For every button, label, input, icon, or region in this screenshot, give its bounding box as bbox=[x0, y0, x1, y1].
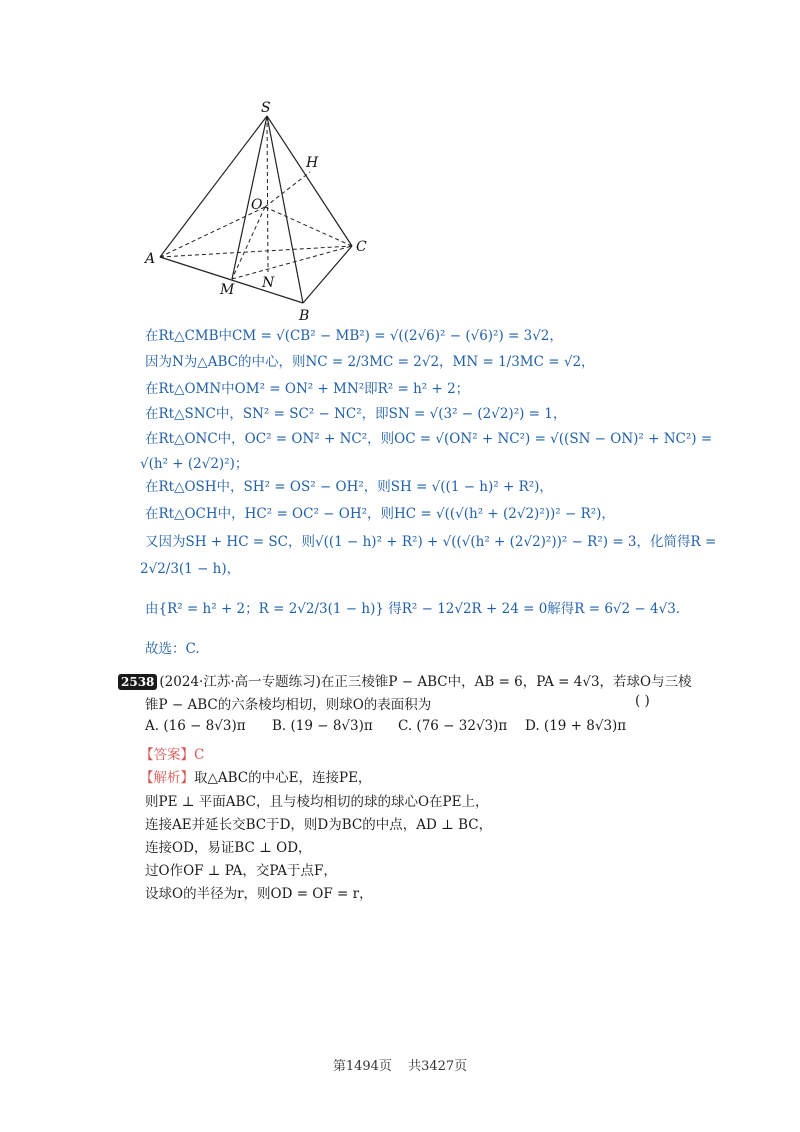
solution-line-6: √(h² + (2√2)²)； bbox=[140, 456, 249, 472]
edge-AC bbox=[160, 246, 352, 257]
label-H: H bbox=[306, 155, 319, 171]
solution-line-8: 在Rt△OCH中，HC² = OC² − OH²，则HC = √((√(h² + (2√2)²))² − R²)， bbox=[145, 506, 615, 522]
solution-line-5: 在Rt△ONC中，OC² = ON² + NC²，则OC = √(ON² + NC²) = √((SN − ON)² + NC²) = bbox=[145, 431, 713, 447]
edge-SA bbox=[160, 116, 267, 257]
solution-line-1: 在Rt△CMB中CM = √(CB² − MB²) = √((2√6)² − (√6)²) = 3√2， bbox=[145, 328, 563, 344]
answer-line bbox=[140, 743, 204, 763]
label-N: N bbox=[262, 275, 275, 291]
answer-value: C bbox=[194, 747, 205, 763]
option-b: B. (19 − 8√3)π bbox=[272, 718, 373, 734]
solution-line-12: 故选：C. bbox=[145, 641, 200, 657]
seg-AO bbox=[160, 207, 265, 257]
edge-BC bbox=[303, 246, 352, 303]
option-a: A. (16 − 8√3)π bbox=[145, 718, 246, 734]
question-text-1: (2024·江苏·高一专题练习)在正三棱锥P − ABC中，AB = 6，PA = 4√3，若球O与三棱 bbox=[159, 674, 692, 690]
solution-line-3: 在Rt△OMN中OM² = ON² + MN²即R² = h² + 2； bbox=[145, 381, 470, 397]
question-text-2: 锥P − ABC的六条棱均相切，则球O的表面积为 bbox=[145, 697, 432, 713]
analysis-line-2: 则PE ⊥ 平面ABC，且与棱均相切的球的球心O在PE上， bbox=[145, 794, 489, 810]
analysis-label: 【解析】 bbox=[140, 770, 194, 786]
answer-paren: ( ) bbox=[635, 693, 650, 709]
solution-line-7: 在Rt△OSH中，SH² = OS² − OH²，则SH = √((1 − h)² + R²)， bbox=[145, 479, 553, 495]
analysis-line-3: 连接AE并延长交BC于D，则D为BC的中点，AD ⊥ BC， bbox=[145, 817, 493, 833]
label-A: A bbox=[145, 251, 156, 267]
solution-line-9: 又因为SH + HC = SC，则√((1 − h)² + R²) + √((√(h² + (2√2)²))² − R²) = 3，化简得R = bbox=[145, 534, 717, 550]
seg-MC bbox=[232, 246, 352, 279]
seg-OM bbox=[232, 207, 265, 279]
label-C: C bbox=[356, 239, 367, 255]
label-B: B bbox=[299, 308, 310, 320]
analysis-text-1: 取△ABC的中心E，连接PE， bbox=[194, 770, 372, 786]
page-total: 共3427页 bbox=[408, 1059, 468, 1074]
option-d: D. (19 + 8√3)π bbox=[525, 718, 627, 734]
solution-line-4: 在Rt△SNC中，SN² = SC² − NC²，即SN = √(3² − (2√2)²) = 1， bbox=[145, 406, 567, 422]
tetrahedron-figure bbox=[140, 100, 380, 320]
answer-label: 【答案】 bbox=[140, 747, 194, 763]
label-O: O bbox=[251, 197, 263, 213]
solution-line-2: 因为N为△ABC的中心，则NC = 2/3MC = 2√2，MN = 1/3MC = √2， bbox=[145, 354, 595, 370]
question-number-badge: 2538 bbox=[118, 674, 157, 690]
analysis-line-4: 连接OD，易证BC ⊥ OD， bbox=[145, 840, 312, 856]
label-S: S bbox=[261, 100, 271, 116]
analysis-line-6: 设球O的半径为r，则OD = OF = r， bbox=[145, 886, 373, 902]
page-number: 第1494页 bbox=[332, 1059, 392, 1074]
analysis-line-5: 过O作OF ⊥ PA，交PA于点F， bbox=[145, 863, 337, 879]
solution-line-11: 由{R² = h² + 2；R = 2√2/3(1 − h)} 得R² − 12√2R + 24 = 0解得R = 6√2 − 4√3. bbox=[145, 601, 681, 617]
analysis-line-1 bbox=[140, 766, 371, 786]
label-M: M bbox=[220, 282, 235, 298]
solution-line-10: 2√2/3(1 − h)， bbox=[140, 561, 241, 577]
option-c: C. (76 − 32√3)π bbox=[398, 718, 508, 734]
question-line-1 bbox=[118, 670, 692, 690]
seg-SN bbox=[267, 116, 268, 272]
seg-OH bbox=[265, 172, 310, 207]
page-footer bbox=[0, 1055, 800, 1074]
